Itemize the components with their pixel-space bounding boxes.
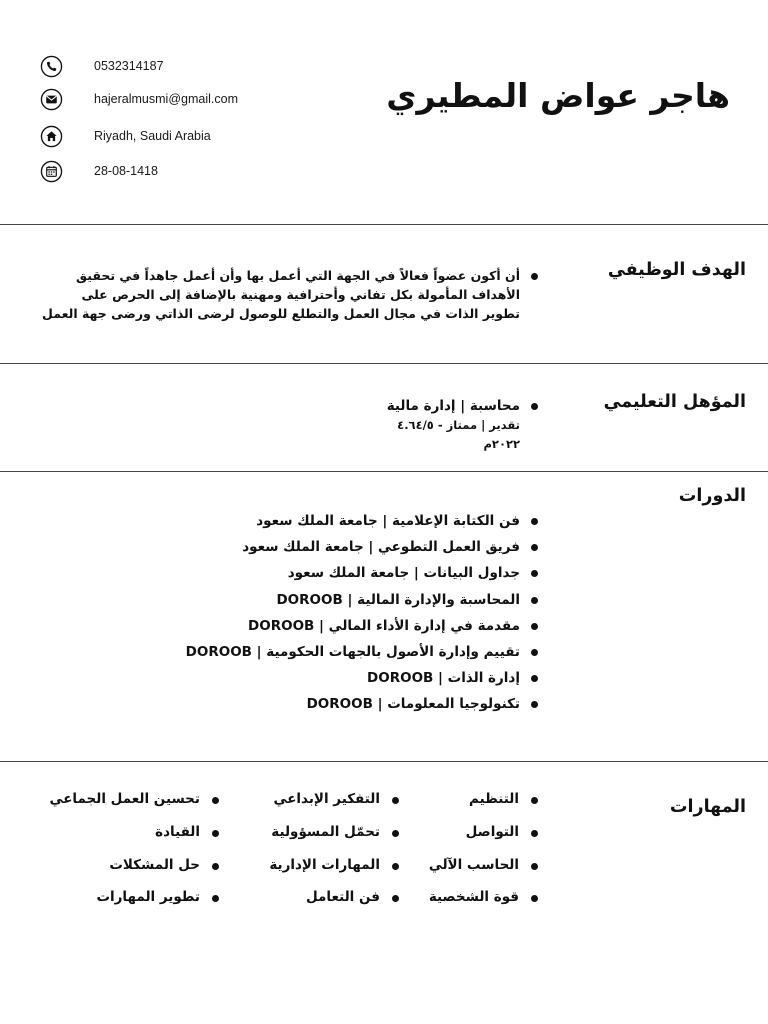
divider [0,363,768,364]
objective-line: الأهداف المأمولة بكل تفاني وأحترافية ومهنية بالإضافة إلى الحرص على [81,287,520,302]
course-item: مقدمة في إدارة الأداء المالي | DOROOB [28,613,538,639]
divider [0,471,768,472]
skill-item: حل المشكلات [109,857,219,873]
course-item: إدارة الذات | DOROOB [28,665,538,691]
skill-item: تحسين العمل الجماعي [50,791,219,807]
education-item [28,396,538,454]
course-item: تكنولوجيا المعلومات | DOROOB [28,691,538,717]
education-year: ٢٠٢٢م [483,437,520,451]
contact-phone [40,54,164,78]
skill-item: التنظيم [469,791,538,807]
education-title: المؤهل التعليمي [603,392,746,412]
skills-title: المهارات [669,797,746,817]
objective-line: تطوير الذات في مجال العمل والتطلع للوصول لرضى الذاتي ورضى جهة العمل [42,306,520,321]
contact-location [40,124,211,148]
location-text: Riyadh, Saudi Arabia [94,129,211,143]
home-icon [40,125,63,148]
contact-email [40,87,238,111]
email-address[interactable]: hajeralmusmi@gmail.com [94,92,238,106]
course-item: فن الكتابة الإعلامية | جامعة الملك سعود [28,508,538,534]
skill-item: تحمّل المسؤولية [271,824,399,840]
divider [0,224,768,225]
contact-birthdate [40,159,158,183]
skill-item: القيادة [155,824,219,840]
calendar-icon [40,160,63,183]
education-degree: محاسبة | إدارة مالية [386,398,520,414]
education-list [28,396,538,454]
email-icon [40,88,63,111]
objective-text [28,266,538,323]
skill-item: تطوير المهارات [96,889,219,905]
course-item: جداول البيانات | جامعة الملك سعود [28,560,538,586]
phone-icon [40,55,63,78]
course-item: تقييم وإدارة الأصول بالجهات الحكومية | DOROOB [28,639,538,665]
skill-item: الحاسب الآلي [429,857,538,873]
skill-item: التواصل [466,824,538,840]
skill-item: فن التعامل [306,889,399,905]
birth-date: 28-08-1418 [94,164,158,178]
candidate-name: هاجر عواض المطيري [386,76,730,115]
objective-line: أن أكون عضواً فعالاً في الجهة التي أعمل بها وأن أعمل جاهداً في تحقيق [75,268,520,283]
skill-item: التفكير الإبداعي [274,791,399,807]
skill-item: قوة الشخصية [429,889,538,905]
divider [0,761,768,762]
objective-list [28,266,538,323]
education-grade: تقدير | ممتاز - ٤.٦٤/٥ [397,418,520,432]
courses-list [28,508,538,718]
phone-number[interactable]: 0532314187 [94,59,164,73]
course-item: المحاسبة والإدارة المالية | DOROOB [28,587,538,613]
skill-item: المهارات الإدارية [269,857,399,873]
courses-title: الدورات [678,486,746,506]
objective-title: الهدف الوظيفي [607,260,746,280]
course-item: فريق العمل التطوعي | جامعة الملك سعود [28,534,538,560]
